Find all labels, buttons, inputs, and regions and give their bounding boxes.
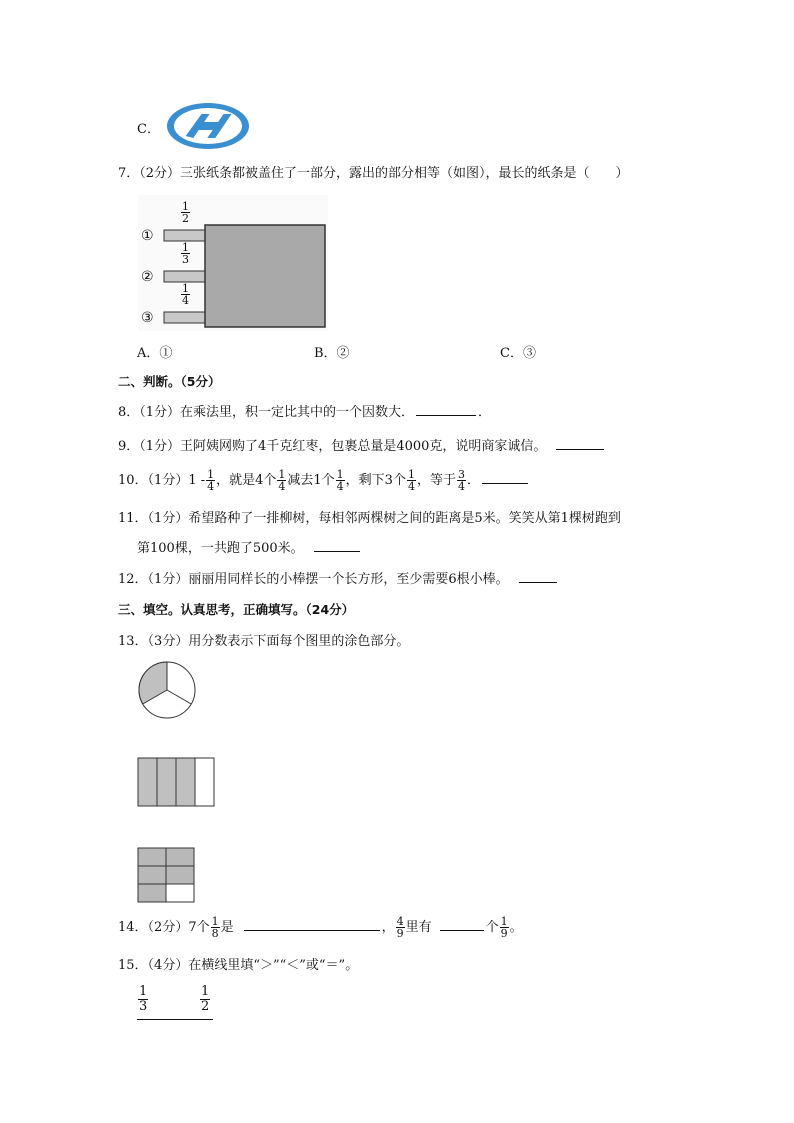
question-7-text: 7．（2分）三张纸条都被盖住了一部分，露出的部分相等（如图），最长的纸条是（ ） [118,166,629,181]
strip-marker-1: ① [141,228,154,244]
rectangle-figure [137,757,217,807]
compare-right-fraction: $\frac{1}{2}$ [201,984,210,1014]
section-2-heading: 二、判断。（5分） [118,374,221,389]
strip-fraction-3: $\frac{1}{4}$ [182,282,189,307]
answer-blank-14a[interactable] [244,918,380,931]
answer-blank-11[interactable] [314,539,360,552]
question-11-line-2: 第100棵，一共跑了500米。 [137,539,362,559]
question-15: 15．（4分）在横线里填“＞”“＜”或“＝”。 [118,958,359,973]
option-b[interactable]: B．② [314,346,350,361]
question-10: 10．（1分）1 - $\frac{1}{4}$ ，就是4个 $\frac{1}{4}$ 减去1个 $\frac{1}{4}$ ，剩下3个 $\frac{1}{4}$ ，等于 $\frac{3}{4}$ ． [118,466,530,496]
logo-image [164,100,252,152]
question-12: 12．（1分）丽丽用同样长的小棒摆一个长方形，至少需要6根小棒。 [118,570,559,590]
strips-figure [136,195,331,333]
strip-fraction-2: $\frac{1}{3}$ [182,241,189,266]
question-8: 8．（1分）在乘法里，积一定比其中的一个因数大． ． [118,405,492,420]
option-c-label: C． [137,122,160,137]
question-13: 13．（3分）用分数表示下面每个图里的涂色部分。 [118,634,410,649]
question-11-line-1: 11．（1分）希望路种了一排柳树，每相邻两棵树之间的距离是5米。笑笑从第1棵树跑到 [118,511,621,526]
section-3-heading: 三、填空。认真思考，正确填写。（24分） [118,602,355,617]
compare-left-fraction: $\frac{1}{3}$ [139,984,148,1014]
strip-marker-2: ② [141,269,154,285]
strip-fraction-1: $\frac{1}{2}$ [182,200,189,225]
grid-figure [137,847,195,903]
question-9: 9．（1分）王阿姨网购了4千克红枣，包裹总量是4000克，说明商家诚信。 [118,437,606,457]
strip-marker-3: ③ [141,310,154,326]
answer-blank-12[interactable] [519,570,557,583]
answer-blank-9[interactable] [556,437,604,450]
option-a[interactable]: A．① [137,346,173,361]
compare-row [137,985,215,1021]
answer-blank-8[interactable] [416,403,476,416]
answer-blank-14b[interactable] [440,918,484,931]
option-c[interactable]: C．③ [500,346,536,361]
circle-figure [136,660,198,720]
compare-answer-line[interactable] [137,1019,213,1020]
answer-blank-10[interactable] [482,471,528,484]
question-14: 14．（2分）7个 $\frac{1}{8}$ 是 ， $\frac{4}{9}$ 里有 个 $\frac{1}{9}$ 。 [118,915,523,940]
